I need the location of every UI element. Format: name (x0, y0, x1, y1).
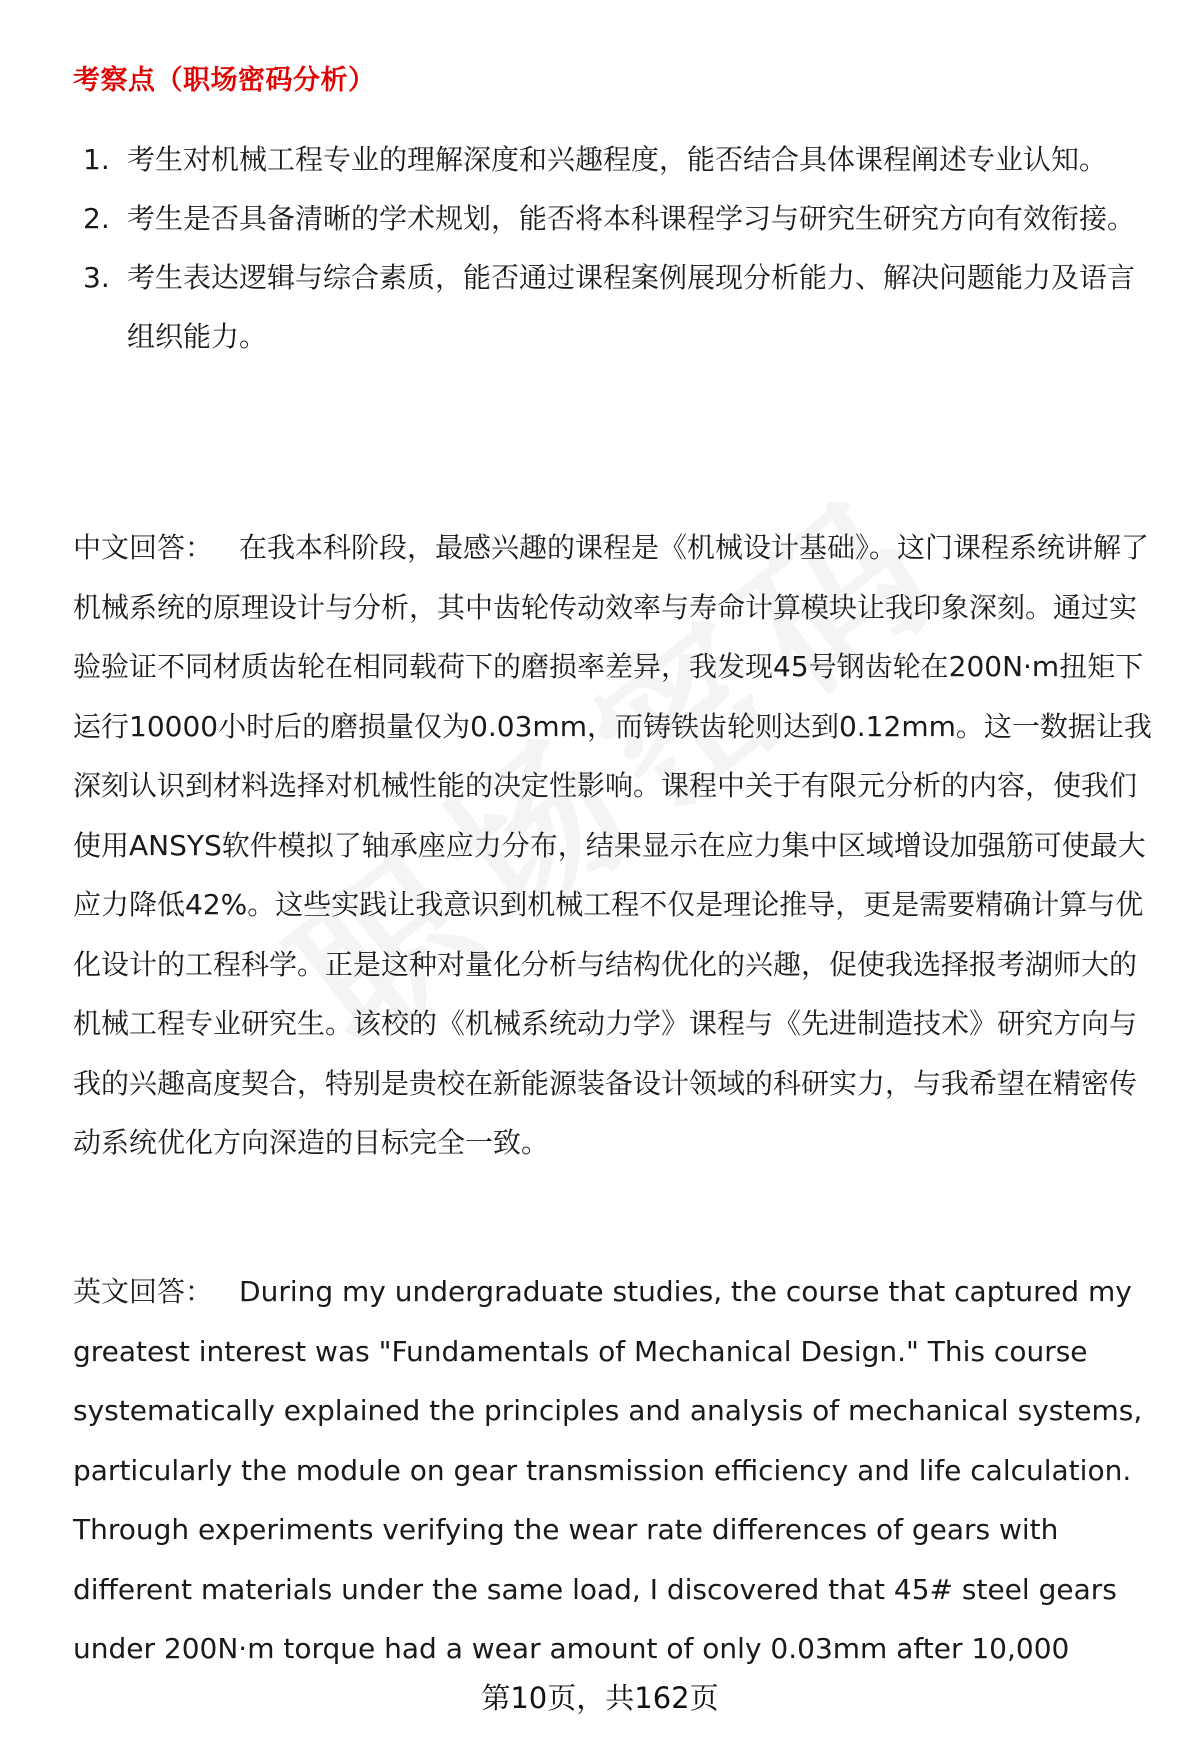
point-number: 2. (83, 202, 110, 235)
point-number: 3. (83, 261, 110, 294)
point-text: 考生是否具备清晰的学术规划，能否将本科课程学习与研究生研究方向有效衔接。 (127, 202, 1136, 235)
chinese-answer (73, 518, 1158, 1173)
point-text: 考生对机械工程专业的理解深度和兴趣程度，能否结合具体课程阐述专业认知。 (127, 143, 1108, 176)
assessment-point (73, 189, 1153, 248)
english-answer-label: 英文回答： (73, 1275, 214, 1308)
assessment-point (73, 248, 1153, 366)
point-number: 1. (83, 143, 110, 176)
english-answer (73, 1262, 1158, 1679)
point-text: 考生表达逻辑与综合素质，能否通过课程案例展现分析能力、解决问题能力及语言组织能力。 (127, 261, 1136, 353)
chinese-answer-label: 中文回答： (73, 531, 214, 564)
assessment-point (73, 130, 1153, 189)
page-number: 第10页，共162页 (481, 1681, 719, 1715)
assessment-points-list (73, 130, 1153, 366)
chinese-answer-text: 在我本科阶段，最感兴趣的课程是《机械设计基础》。这门课程系统讲解了机械系统的原理设计与分析，其中齿轮传动效率与寿命计算模块让我印象深刻。通过实验验证不同材质齿轮在相同载荷下的磨损率差异，我发现45号钢齿轮在200N·m扭矩下运行10000小时后的磨损量仅为0.03mm，而铸铁齿轮则达到0.12mm。这一数据让我深刻认识到材料选择对机械性能的决定性影响。课程中关于有限元分析的内容，使我们使用ANSYS软件模拟了轴承座应力分布，结果显示在应力集中区域增设加强筋可使最大应力降低42%。这些实践让我意识到机械工程不仅是理论推导，更是需要精确计算与优化设计的工程科学。正是这种对量化分析与结构优化的兴趣，促使我选择报考湖师大的机械工程专业研究生。该校的《机械系统动力学》课程与《先进制造技术》研究方向与我的兴趣高度契合，特别是贵校在新能源装备设计领域的科研实力，与我希望在精密传动系统优化方向深造的目标完全一致。 (73, 531, 1152, 1159)
section-title: 考察点（职场密码分析） (73, 65, 376, 96)
english-answer-text: During my undergraduate studies, the course that captured my greatest interest was "Fundamentals of Mechanical Design." This course systematically explained the principles and analysis of mechanical systems, particularly the module on gear transmission efficiency and life calculation. Through experiments verifying the wear rate differences of gears with different materials under the same load, I discovered that 45# steel gears under 200N·m torque had a wear amount of only 0.03mm after 10,000 (73, 1275, 1143, 1665)
